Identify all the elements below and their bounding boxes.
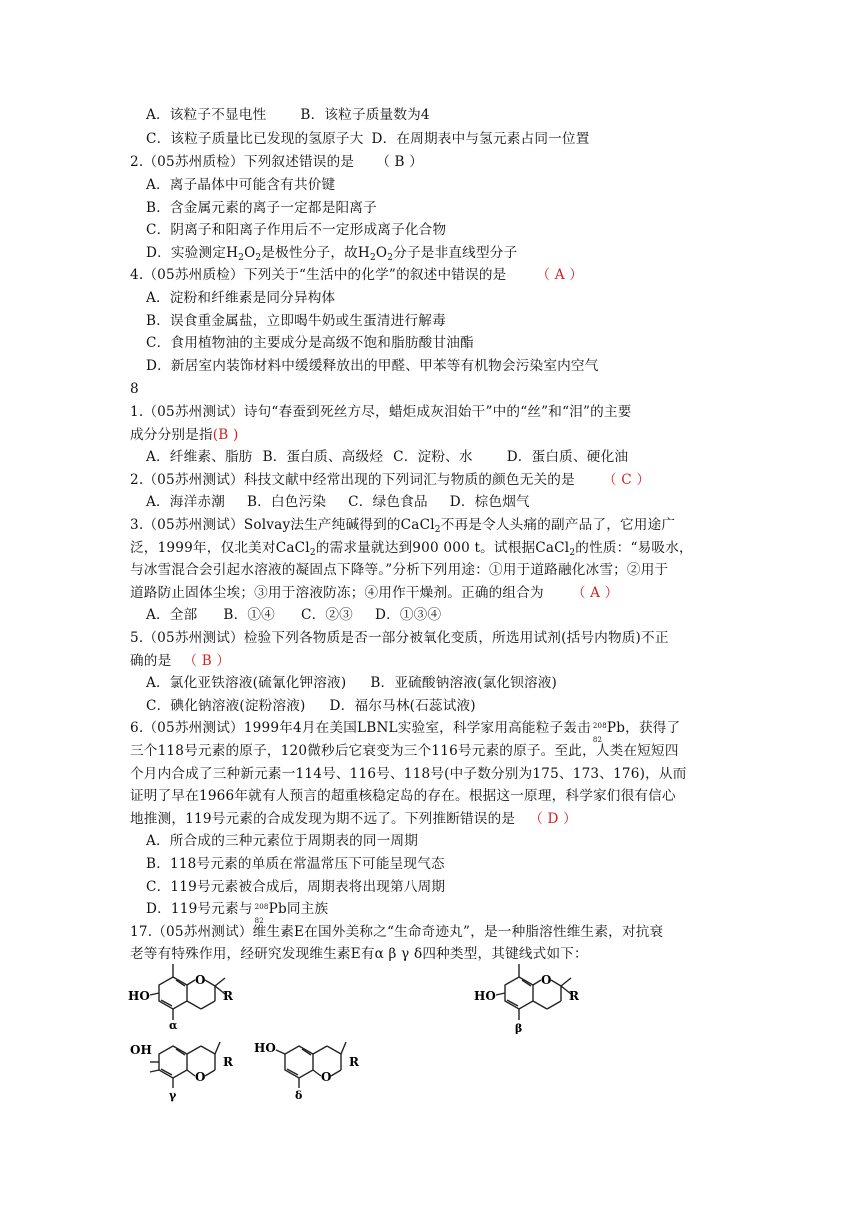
option: C．食用植物油的主要成分是高级不饱和脂肪酸甘油酯	[146, 335, 474, 351]
question-stem: 老等有特殊作用，经研究发现维生素E有α β γ δ四种类型，其键线式如下：	[130, 946, 588, 962]
answer-mark: （ A ）	[571, 585, 619, 601]
option-row: A．全部 B．①④ C．②③ D．①③④	[146, 607, 442, 623]
oxygen-label: O	[195, 1070, 206, 1084]
r-group-label: R	[569, 989, 579, 1003]
question-stem: 确的是 （ B ）	[130, 653, 231, 669]
question-stem: 2.（05苏州测试）科技文献中经常出现的下列词汇与物质的颜色无关的是 （ C ）	[130, 472, 651, 488]
r-group-label: R	[349, 1055, 359, 1069]
question-stem: 个月内合成了三种新元素一114号、116号、118号(中子数分别为175、173、176)，从而	[130, 766, 687, 782]
option-row: A．海洋赤潮 B．白色污染 C．绿色食品 D．棕色烟气	[146, 494, 530, 510]
isomer-label: γ	[169, 1089, 177, 1102]
question-stem: 三个118号元素的原子，120微秒后它衰变为三个116号元素的原子。至此，人类在短短四	[130, 743, 679, 759]
option-row: A．氯化亚铁溶液(硫氰化钾溶液) B．亚硫酸钠溶液(氯化钡溶液)	[146, 675, 558, 691]
hydroxyl-label: OH	[130, 1043, 152, 1057]
question-stem: 与冰雪混合会引起水溶液的凝固点下降等。”分析下列用途：①用于道路融化冰雪；②用于	[130, 562, 669, 578]
vitamin-e-alpha-structure	[128, 958, 248, 1030]
vitamin-e-delta-structure	[254, 1036, 374, 1118]
question-stem: 1.（05苏州测试）诗句“春蚕到死丝方尽，蜡炬成灰泪始干”中的“丝”和“泪”的主要	[130, 404, 632, 420]
hydroxyl-label: HO	[254, 1041, 276, 1055]
option-row: A．该粒子不显电性 B．该粒子质量数为4	[146, 107, 430, 123]
isomer-label: α	[169, 1019, 178, 1030]
r-group-label: R	[223, 1055, 233, 1069]
r-group-label: R	[223, 989, 233, 1003]
question-stem: 2.（05苏州质检）下列叙述错误的是 （ B ）	[130, 154, 424, 170]
option-row: C．该粒子质量比已发现的氢原子大 D．在周期表中与氢元素占同一位置	[146, 131, 590, 147]
question-stem: 4.（05苏州质检）下列关于“生活中的化学”的叙述中错误的是 （ A ）	[130, 267, 584, 283]
option: C．阴离子和阳离子作用后不一定形成离子化合物	[146, 222, 447, 238]
option: A．淀粉和纤维素是同分异构体	[146, 290, 336, 306]
section-number: 8	[130, 381, 139, 397]
question-stem: 17.（05苏州测试）维生素E在国外美称之“生命奇迹丸”，是一种脂溶性维生素，对抗衰	[130, 924, 664, 940]
hydroxyl-label: HO	[128, 989, 150, 1003]
oxygen-label: O	[195, 973, 206, 987]
answer-mark: （ B ）	[183, 653, 231, 669]
isomer-label: β	[515, 1022, 523, 1034]
option: A．离子晶体中可能含有共价键	[146, 177, 336, 193]
option-row: C．碘化钠溶液(淀粉溶液) D．福尔马林(石蕊试液)	[146, 698, 476, 714]
question-stem: 道路防止固体尘埃；③用于溶液防冻；④用作干燥剂。正确的组合为 （ A ）	[130, 585, 619, 601]
question-stem: 地推测，119号元素的合成发现为期不远了。下列推断错误的是 （ D ）	[130, 811, 577, 827]
option: C．119号元素被合成后，周期表将出现第八周期	[146, 879, 446, 895]
option: B．118号元素的单质在常温常压下可能呈现气态	[146, 856, 445, 872]
oxygen-label: O	[321, 1070, 332, 1084]
vitamin-e-beta-structure	[474, 958, 594, 1034]
question-stem: 泛，1999年，仅北美对CaCl$_2$的需求量就达到900 000 t。试根据CaCl$_2$的性质：“易吸水，	[130, 540, 693, 558]
option: B．误食重金属盐，立即喝牛奶或生蛋清进行解毒	[146, 313, 446, 329]
option: D．实验测定$H_2O_2$是极性分子，故$H_2O_2$分子是非直线型分子	[146, 245, 518, 263]
hydroxyl-label: HO	[474, 989, 496, 1003]
option: D．新居室内装饰材料中缓缓释放出的甲醛、甲苯等有机物会污染室内空气	[146, 358, 599, 374]
oxygen-label: O	[541, 973, 552, 987]
answer-mark: （ C ）	[602, 472, 651, 488]
question-stem: 5.（05苏州测试）检验下列各物质是否一部分被氧化变质，所选用试剂(括号内物质)不正	[130, 630, 669, 646]
answer-mark: (B )	[212, 427, 239, 443]
question-stem: 3.（05苏州测试）Solvay法生产纯碱得到的CaCl$_2$不再是令人头痛的副产品了，它用途广	[130, 517, 676, 535]
answer-mark: （ A ）	[536, 267, 584, 283]
nuclide-notation: 208 82	[592, 722, 607, 744]
option-row: A．纤维素、脂肪 B．蛋白质、高级烃 C．淀粉、水 D．蛋白质、硬化油	[146, 449, 629, 465]
vitamin-e-gamma-structure	[128, 1036, 248, 1118]
question-stem: 证明了早在1966年就有人预言的超重核稳定岛的存在。根据这一原理，科学家们很有信心	[130, 788, 676, 804]
answer-mark: （ D ）	[529, 811, 577, 827]
option: A．所合成的三种元素位于周期表的同一周期	[146, 833, 419, 849]
isomer-label: δ	[295, 1089, 303, 1102]
option: D．119号元素与 208 82 Pb同主族	[146, 901, 329, 925]
question-stem: 6.（05苏州测试）1999年4月在美国LBNL实验室，科学家用高能粒子轰击 208 82 Pb，获得了	[130, 720, 681, 744]
question-stem: 成分分别是指(B )	[130, 427, 239, 443]
nuclide-notation: 208 82	[254, 903, 269, 925]
option: B．含金属元素的离子一定都是阳离子	[146, 200, 377, 216]
